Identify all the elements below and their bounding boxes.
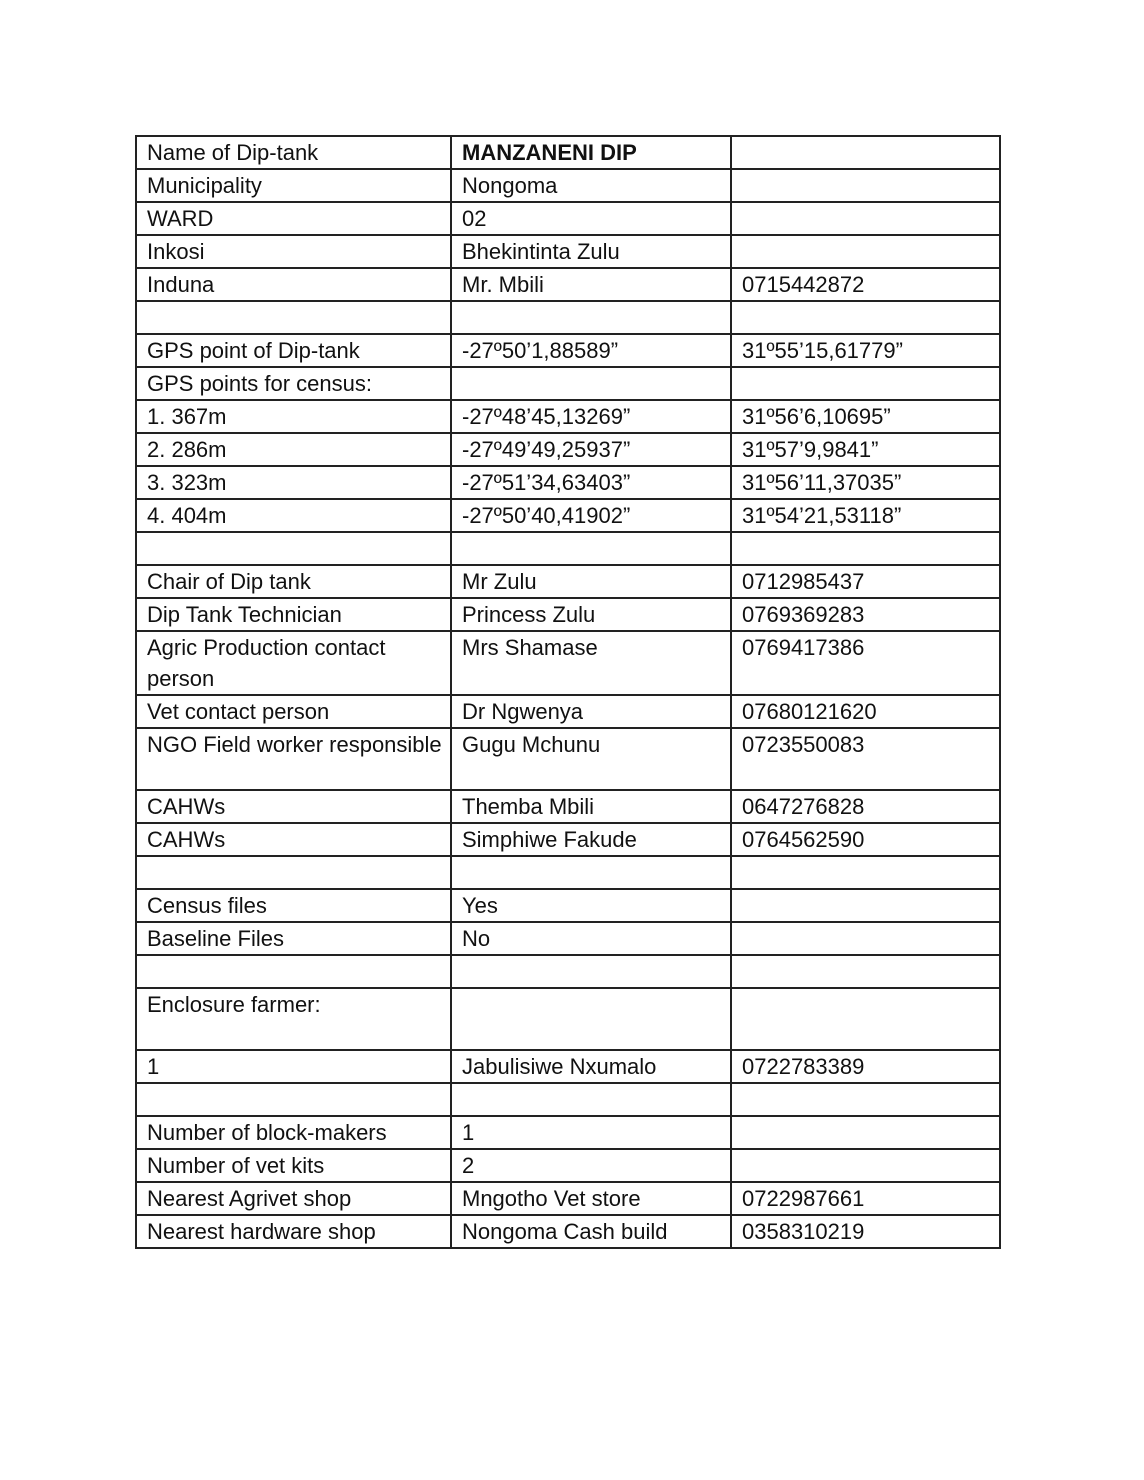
contact-name: Themba Mbili: [451, 790, 731, 823]
row-label: Vet contact person: [136, 695, 451, 728]
row-label: Census files: [136, 889, 451, 922]
contact-name: Dr Ngwenya: [451, 695, 731, 728]
row-label: [136, 301, 451, 334]
row-label: WARD: [136, 202, 451, 235]
dip-tank-name: MANZANENI DIP: [451, 136, 731, 169]
table-row: [136, 988, 1000, 1050]
row-extra: [731, 856, 1000, 889]
table-row: [136, 598, 1000, 631]
row-label: Chair of Dip tank: [136, 565, 451, 598]
table-row: [136, 1116, 1000, 1149]
contact-phone: 0764562590: [731, 823, 1000, 856]
table-row: [136, 400, 1000, 433]
table-row-empty: [136, 1083, 1000, 1116]
table-row: [136, 1149, 1000, 1182]
row-label: GPS points for census:: [136, 367, 451, 400]
row-label: [136, 532, 451, 565]
gps-longitude: 31º56’6,10695”: [731, 400, 1000, 433]
row-value: [451, 988, 731, 1050]
contact-name: Mr Zulu: [451, 565, 731, 598]
table-row-empty: [136, 301, 1000, 334]
gps-latitude: -27º51’34,63403”: [451, 466, 731, 499]
row-value: Mr. Mbili: [451, 268, 731, 301]
contact-phone: 0769417386: [731, 631, 1000, 695]
row-extra: [731, 1083, 1000, 1116]
row-extra: [731, 955, 1000, 988]
shop-phone: 0722987661: [731, 1182, 1000, 1215]
table-row: [136, 565, 1000, 598]
table-row: [136, 790, 1000, 823]
gps-longitude: 31º54’21,53118”: [731, 499, 1000, 532]
table-row: [136, 1215, 1000, 1248]
table-row: [136, 728, 1000, 790]
dip-tank-info-table: [135, 135, 1001, 1249]
row-value: [451, 856, 731, 889]
row-label: Name of Dip-tank: [136, 136, 451, 169]
table-row: [136, 631, 1000, 695]
table-row: [136, 169, 1000, 202]
contact-name: Princess Zulu: [451, 598, 731, 631]
row-value: [451, 301, 731, 334]
row-extra: [731, 889, 1000, 922]
row-value: 02: [451, 202, 731, 235]
table-row: [136, 334, 1000, 367]
gps-longitude: 31º55’15,61779”: [731, 334, 1000, 367]
table-row: [136, 1050, 1000, 1083]
row-label: Enclosure farmer:: [136, 988, 451, 1050]
row-extra: [731, 235, 1000, 268]
row-label: Agric Production contact person: [136, 631, 451, 695]
row-extra: [731, 301, 1000, 334]
row-extra: [731, 988, 1000, 1050]
table-row: [136, 889, 1000, 922]
row-label: Baseline Files: [136, 922, 451, 955]
row-extra: [731, 1149, 1000, 1182]
row-label: CAHWs: [136, 823, 451, 856]
row-label: [136, 1083, 451, 1116]
row-extra: [731, 202, 1000, 235]
row-label: 2. 286m: [136, 433, 451, 466]
shop-phone: 0358310219: [731, 1215, 1000, 1248]
table-row: [136, 202, 1000, 235]
row-label: Number of block-makers: [136, 1116, 451, 1149]
row-label: 1. 367m: [136, 400, 451, 433]
contact-phone: 0722783389: [731, 1050, 1000, 1083]
row-extra: [731, 169, 1000, 202]
row-value: [451, 1083, 731, 1116]
row-extra: [731, 367, 1000, 400]
row-phone: 0715442872: [731, 268, 1000, 301]
row-value: Nongoma: [451, 169, 731, 202]
shop-name: Mngotho Vet store: [451, 1182, 731, 1215]
gps-longitude: 31º56’11,37035”: [731, 466, 1000, 499]
contact-phone: 0723550083: [731, 728, 1000, 790]
row-value: 2: [451, 1149, 731, 1182]
table-row-empty: [136, 532, 1000, 565]
gps-latitude: -27º49’49,25937”: [451, 433, 731, 466]
table-row: [136, 466, 1000, 499]
contact-phone: 0647276828: [731, 790, 1000, 823]
table-row: [136, 136, 1000, 169]
row-label: [136, 955, 451, 988]
row-value: [451, 532, 731, 565]
row-extra: [731, 1116, 1000, 1149]
table-row: [136, 367, 1000, 400]
row-value: Bhekintinta Zulu: [451, 235, 731, 268]
row-label: Nearest Agrivet shop: [136, 1182, 451, 1215]
contact-phone: 0712985437: [731, 565, 1000, 598]
row-label: Nearest hardware shop: [136, 1215, 451, 1248]
row-value: 1: [451, 1116, 731, 1149]
row-value: [451, 955, 731, 988]
table-row: [136, 499, 1000, 532]
row-label: [136, 856, 451, 889]
contact-name: Jabulisiwe Nxumalo: [451, 1050, 731, 1083]
contact-name: Mrs Shamase: [451, 631, 731, 695]
table-row: [136, 922, 1000, 955]
table-row: [136, 235, 1000, 268]
row-label: Municipality: [136, 169, 451, 202]
row-label: Induna: [136, 268, 451, 301]
row-extra: [731, 532, 1000, 565]
row-value: Yes: [451, 889, 731, 922]
row-value: [451, 367, 731, 400]
contact-phone: 0769369283: [731, 598, 1000, 631]
table-row: [136, 1182, 1000, 1215]
row-extra: [731, 922, 1000, 955]
row-label: GPS point of Dip-tank: [136, 334, 451, 367]
gps-longitude: 31º57’9,9841”: [731, 433, 1000, 466]
shop-name: Nongoma Cash build: [451, 1215, 731, 1248]
row-label: Dip Tank Technician: [136, 598, 451, 631]
row-value: No: [451, 922, 731, 955]
row-label: 1: [136, 1050, 451, 1083]
gps-latitude: -27º48’45,13269”: [451, 400, 731, 433]
row-extra: [731, 136, 1000, 169]
table-row: [136, 823, 1000, 856]
contact-name: Gugu Mchunu: [451, 728, 731, 790]
table-row-empty: [136, 955, 1000, 988]
contact-name: Simphiwe Fakude: [451, 823, 731, 856]
contact-phone: 07680121620: [731, 695, 1000, 728]
row-label: Number of vet kits: [136, 1149, 451, 1182]
gps-latitude: -27º50’1,88589”: [451, 334, 731, 367]
gps-latitude: -27º50’40,41902”: [451, 499, 731, 532]
row-label: CAHWs: [136, 790, 451, 823]
row-label: Inkosi: [136, 235, 451, 268]
table-row: [136, 433, 1000, 466]
row-label: 3. 323m: [136, 466, 451, 499]
table-row: [136, 268, 1000, 301]
row-label: 4. 404m: [136, 499, 451, 532]
table-row: [136, 695, 1000, 728]
row-label: NGO Field worker responsible: [136, 728, 451, 790]
table-row-empty: [136, 856, 1000, 889]
